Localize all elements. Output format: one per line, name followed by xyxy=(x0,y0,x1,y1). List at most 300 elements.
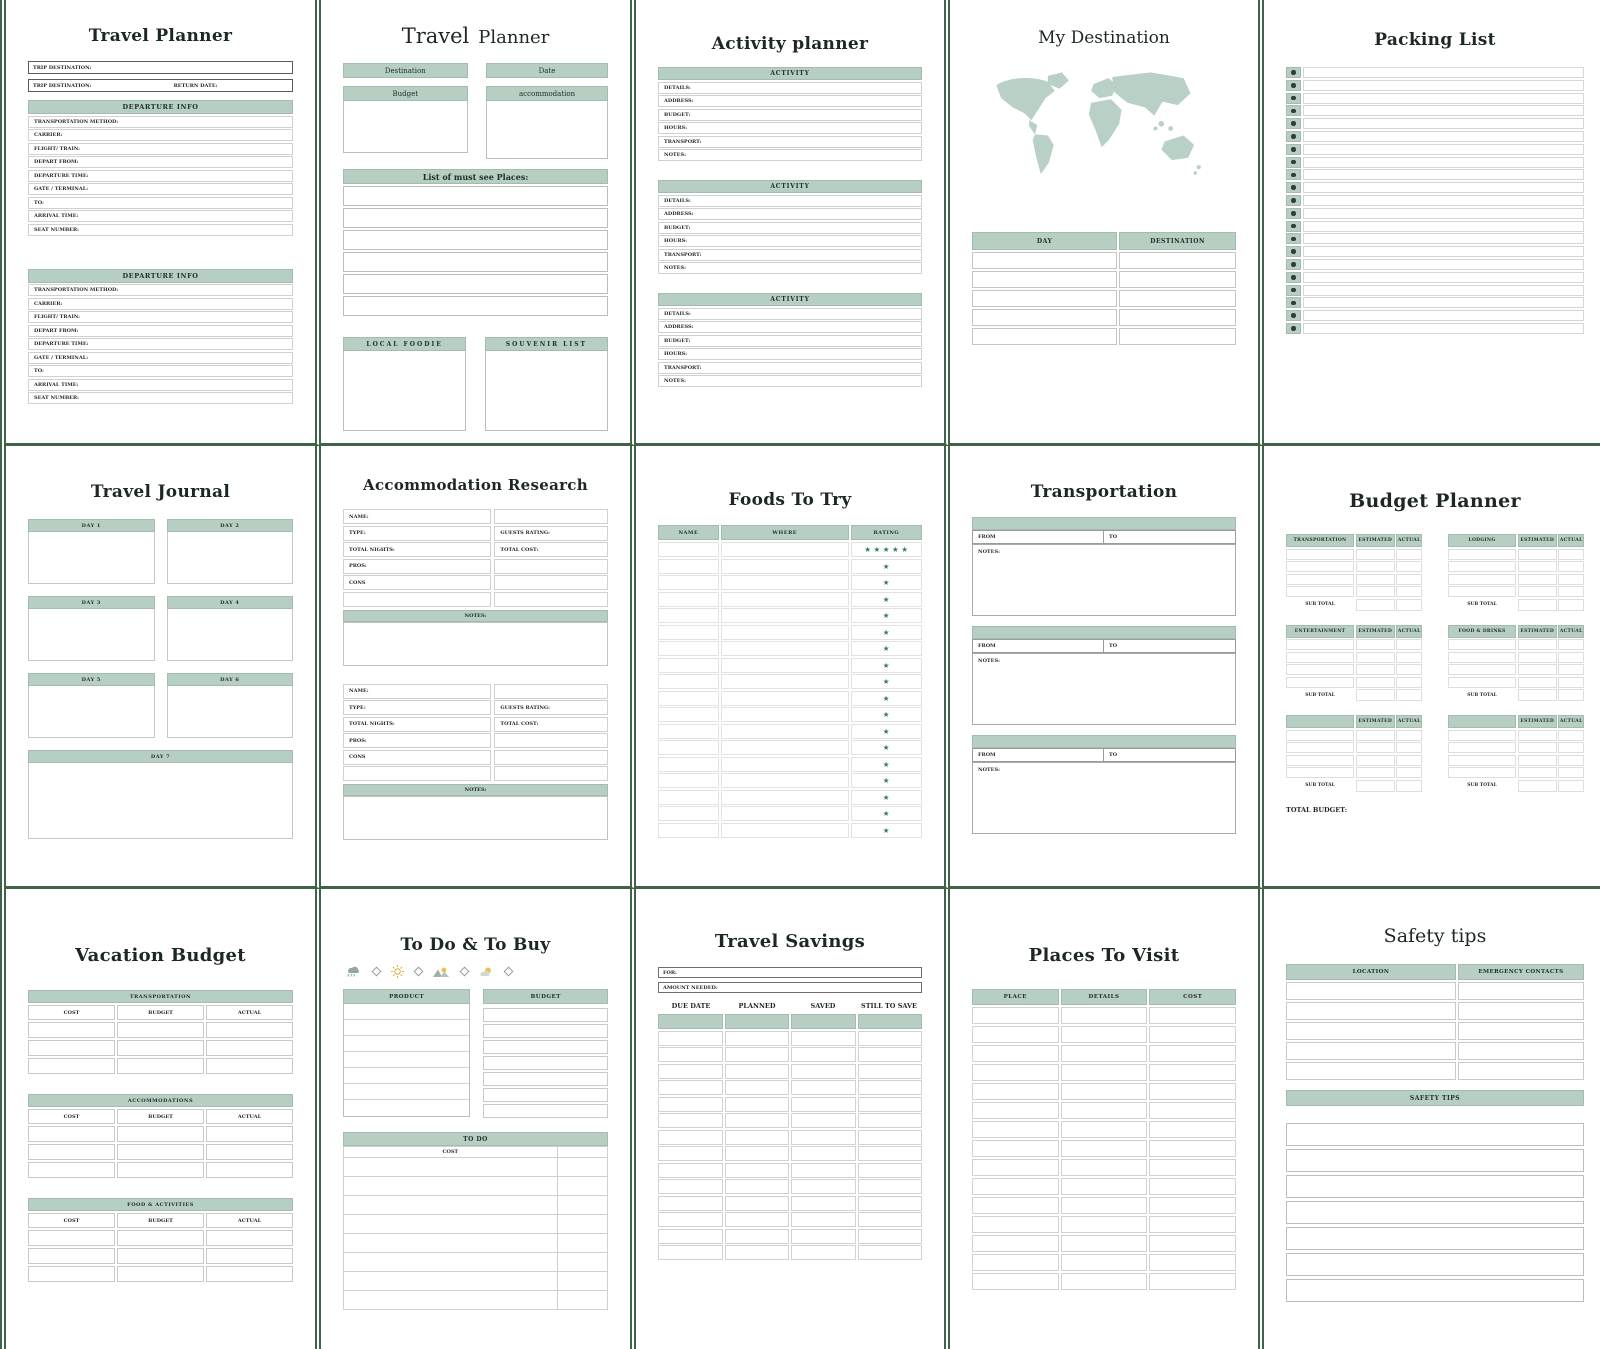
tip-line[interactable] xyxy=(1286,1253,1584,1276)
rating-cell[interactable] xyxy=(851,806,922,821)
check-cell[interactable] xyxy=(558,1158,608,1177)
saved-cell[interactable] xyxy=(791,1196,856,1211)
due-date-cell[interactable] xyxy=(658,1130,723,1145)
sub-total-actual-cell[interactable] xyxy=(1396,689,1422,701)
task-cell[interactable] xyxy=(343,1215,558,1234)
details-cell[interactable] xyxy=(1061,1007,1148,1024)
rating-cell[interactable] xyxy=(851,724,922,739)
cost-cell[interactable] xyxy=(1149,1007,1236,1024)
packing-item-line[interactable] xyxy=(1303,297,1584,308)
hours-field[interactable] xyxy=(658,348,922,360)
name-cell[interactable] xyxy=(658,724,719,739)
details-cell[interactable] xyxy=(1061,1235,1148,1252)
name-cell[interactable] xyxy=(658,823,719,838)
star-icon[interactable]: ★ xyxy=(882,545,892,554)
item-cell[interactable] xyxy=(1448,730,1516,741)
type-field[interactable] xyxy=(343,700,491,715)
destination-cell[interactable] xyxy=(1119,252,1236,269)
packing-item-line[interactable] xyxy=(1303,323,1584,334)
estimated-cell[interactable] xyxy=(1518,677,1557,688)
place-cell[interactable] xyxy=(972,1235,1059,1252)
packing-item-line[interactable] xyxy=(1303,131,1584,142)
cost-cell[interactable] xyxy=(1149,1254,1236,1271)
planned-cell[interactable] xyxy=(725,1179,790,1194)
packing-item-line[interactable] xyxy=(1303,144,1584,155)
place-cell[interactable] xyxy=(972,1254,1059,1271)
arrival-time-field[interactable] xyxy=(28,210,293,222)
checkbox-cell[interactable] xyxy=(1286,157,1301,168)
estimated-cell[interactable] xyxy=(1356,677,1395,688)
places-row[interactable] xyxy=(343,186,608,206)
notes-field[interactable] xyxy=(658,262,922,274)
address-field[interactable] xyxy=(658,208,922,220)
estimated-cell[interactable] xyxy=(1356,586,1395,597)
budget-cell[interactable] xyxy=(117,1248,204,1264)
estimated-cell[interactable] xyxy=(1518,730,1557,741)
still-to-save-cell[interactable] xyxy=(858,1146,923,1161)
item-cell[interactable] xyxy=(1286,767,1354,778)
tip-line[interactable] xyxy=(1286,1149,1584,1172)
saved-cell[interactable] xyxy=(791,1130,856,1145)
product-line[interactable] xyxy=(344,1036,469,1052)
emergency-contact-cell[interactable] xyxy=(1458,1062,1584,1080)
actual-cell[interactable] xyxy=(1396,742,1422,753)
budget-cell[interactable] xyxy=(117,1266,204,1282)
budget-line[interactable] xyxy=(483,1024,608,1038)
destination-cell[interactable] xyxy=(1119,290,1236,307)
actual-cell[interactable] xyxy=(1558,742,1584,753)
depart-from-field[interactable] xyxy=(28,325,293,337)
emergency-contact-cell[interactable] xyxy=(1458,982,1584,1000)
places-row[interactable] xyxy=(343,296,608,316)
star-rating[interactable] xyxy=(881,776,892,785)
sub-total-actual-cell[interactable] xyxy=(1558,599,1584,611)
item-cell[interactable] xyxy=(1448,561,1516,572)
from-field[interactable] xyxy=(972,639,1104,653)
rating-cell[interactable] xyxy=(851,575,922,590)
transport-field[interactable] xyxy=(658,136,922,148)
destination-cell[interactable] xyxy=(1119,271,1236,288)
planned-cell[interactable] xyxy=(725,1047,790,1062)
trip-destination-return-field[interactable] xyxy=(28,79,293,92)
actual-cell[interactable] xyxy=(1396,586,1422,597)
budget-box[interactable] xyxy=(343,101,468,153)
task-cell[interactable] xyxy=(343,1291,558,1310)
star-rating[interactable] xyxy=(881,578,892,587)
cost-cell[interactable] xyxy=(28,1040,115,1056)
location-cell[interactable] xyxy=(1286,1022,1456,1040)
still-to-save-cell[interactable] xyxy=(858,1196,923,1211)
cost-cell[interactable] xyxy=(1149,1121,1236,1138)
planned-cell[interactable] xyxy=(725,1031,790,1046)
item-cell[interactable] xyxy=(1448,742,1516,753)
destination-cell[interactable] xyxy=(1119,309,1236,326)
still-to-save-cell[interactable] xyxy=(858,1014,923,1029)
diamond-checkbox-icon[interactable] xyxy=(460,966,470,976)
still-to-save-cell[interactable] xyxy=(858,1245,923,1260)
due-date-cell[interactable] xyxy=(658,1031,723,1046)
checkbox-cell[interactable] xyxy=(1286,80,1301,91)
sub-total-estimated-cell[interactable] xyxy=(1518,599,1557,611)
budget-line[interactable] xyxy=(483,1072,608,1086)
blank-field[interactable] xyxy=(494,750,608,765)
item-cell[interactable] xyxy=(1286,652,1354,663)
checkbox-cell[interactable] xyxy=(1286,285,1301,296)
item-cell[interactable] xyxy=(1448,755,1516,766)
rating-cell[interactable] xyxy=(851,707,922,722)
checkbox-cell[interactable] xyxy=(1286,246,1301,257)
product-line[interactable] xyxy=(344,1100,469,1116)
notes-area[interactable] xyxy=(972,653,1236,725)
star-icon[interactable]: ★ xyxy=(882,776,892,785)
due-date-cell[interactable] xyxy=(658,1196,723,1211)
star-icon[interactable]: ★ xyxy=(882,710,892,719)
notes-field[interactable] xyxy=(658,375,922,387)
amount-needed-field[interactable] xyxy=(658,982,922,993)
saved-cell[interactable] xyxy=(791,1245,856,1260)
still-to-save-cell[interactable] xyxy=(858,1113,923,1128)
where-cell[interactable] xyxy=(721,823,849,838)
star-icon[interactable]: ★ xyxy=(882,578,892,587)
where-cell[interactable] xyxy=(721,658,849,673)
actual-cell[interactable] xyxy=(1558,677,1584,688)
total-cost-field[interactable] xyxy=(494,542,608,557)
name-cell[interactable] xyxy=(658,790,719,805)
place-cell[interactable] xyxy=(972,1064,1059,1081)
due-date-cell[interactable] xyxy=(658,1163,723,1178)
check-cell[interactable] xyxy=(558,1291,608,1310)
place-cell[interactable] xyxy=(972,1178,1059,1195)
item-cell[interactable] xyxy=(1448,586,1516,597)
checkbox-cell[interactable] xyxy=(1286,67,1301,78)
place-cell[interactable] xyxy=(972,1273,1059,1290)
notes-field[interactable] xyxy=(658,149,922,161)
cost-cell[interactable] xyxy=(1149,1178,1236,1195)
due-date-cell[interactable] xyxy=(658,1097,723,1112)
estimated-cell[interactable] xyxy=(1518,561,1557,572)
name-field[interactable] xyxy=(343,684,491,699)
emergency-contact-cell[interactable] xyxy=(1458,1042,1584,1060)
star-rating[interactable] xyxy=(881,644,892,653)
departure-time-field[interactable] xyxy=(28,338,293,350)
check-cell[interactable] xyxy=(558,1253,608,1272)
details-cell[interactable] xyxy=(1061,1026,1148,1043)
name-field[interactable] xyxy=(343,509,491,524)
hours-field[interactable] xyxy=(658,235,922,247)
sub-total-actual-cell[interactable] xyxy=(1558,689,1584,701)
diamond-checkbox-icon[interactable] xyxy=(504,966,514,976)
check-cell[interactable] xyxy=(558,1272,608,1291)
place-cell[interactable] xyxy=(972,1026,1059,1043)
name-cell[interactable] xyxy=(658,740,719,755)
cost-cell[interactable] xyxy=(28,1248,115,1264)
item-cell[interactable] xyxy=(1286,561,1354,572)
where-cell[interactable] xyxy=(721,641,849,656)
flight-train-field[interactable] xyxy=(28,143,293,155)
tip-line[interactable] xyxy=(1286,1279,1584,1302)
place-cell[interactable] xyxy=(972,1007,1059,1024)
estimated-cell[interactable] xyxy=(1518,639,1557,650)
sub-total-actual-cell[interactable] xyxy=(1396,599,1422,611)
cons-field[interactable] xyxy=(343,750,491,765)
total-nights-field[interactable] xyxy=(343,717,491,732)
task-cell[interactable] xyxy=(343,1234,558,1253)
actual-cell[interactable] xyxy=(206,1022,293,1038)
blank-field[interactable] xyxy=(494,684,608,699)
packing-item-line[interactable] xyxy=(1303,246,1584,257)
item-cell[interactable] xyxy=(1286,586,1354,597)
planned-cell[interactable] xyxy=(725,1196,790,1211)
packing-item-line[interactable] xyxy=(1303,182,1584,193)
actual-cell[interactable] xyxy=(1558,561,1584,572)
places-row[interactable] xyxy=(343,252,608,272)
saved-cell[interactable] xyxy=(791,1229,856,1244)
name-cell[interactable] xyxy=(658,691,719,706)
packing-item-line[interactable] xyxy=(1303,169,1584,180)
depart-from-field[interactable] xyxy=(28,156,293,168)
star-rating[interactable] xyxy=(881,677,892,686)
planned-cell[interactable] xyxy=(725,1212,790,1227)
details-cell[interactable] xyxy=(1061,1045,1148,1062)
star-icon[interactable]: ★ xyxy=(864,545,874,554)
details-cell[interactable] xyxy=(1061,1083,1148,1100)
item-cell[interactable] xyxy=(1286,574,1354,585)
cost-cell[interactable] xyxy=(28,1266,115,1282)
cost-cell[interactable] xyxy=(1149,1045,1236,1062)
sub-total-estimated-cell[interactable] xyxy=(1518,689,1557,701)
details-cell[interactable] xyxy=(1061,1254,1148,1271)
star-rating[interactable] xyxy=(881,611,892,620)
where-cell[interactable] xyxy=(721,757,849,772)
cost-cell[interactable] xyxy=(28,1162,115,1178)
budget-line[interactable] xyxy=(483,1008,608,1022)
saved-cell[interactable] xyxy=(791,1031,856,1046)
star-rating[interactable] xyxy=(862,545,910,554)
notes-area[interactable] xyxy=(972,762,1236,834)
blank-field[interactable] xyxy=(494,509,608,524)
item-cell[interactable] xyxy=(1286,677,1354,688)
checkbox-cell[interactable] xyxy=(1286,131,1301,142)
estimated-cell[interactable] xyxy=(1518,742,1557,753)
checkbox-cell[interactable] xyxy=(1286,118,1301,129)
planned-cell[interactable] xyxy=(725,1064,790,1079)
product-line[interactable] xyxy=(344,1084,469,1100)
hours-field[interactable] xyxy=(658,122,922,134)
budget-cell[interactable] xyxy=(117,1230,204,1246)
checkbox-cell[interactable] xyxy=(1286,221,1301,232)
where-cell[interactable] xyxy=(721,773,849,788)
still-to-save-cell[interactable] xyxy=(858,1097,923,1112)
budget-field[interactable] xyxy=(658,335,922,347)
still-to-save-cell[interactable] xyxy=(858,1047,923,1062)
planned-cell[interactable] xyxy=(725,1080,790,1095)
rating-cell[interactable] xyxy=(851,625,922,640)
seat-number-field[interactable] xyxy=(28,392,293,404)
departure-time-field[interactable] xyxy=(28,170,293,182)
still-to-save-cell[interactable] xyxy=(858,1179,923,1194)
actual-cell[interactable] xyxy=(1396,561,1422,572)
name-cell[interactable] xyxy=(658,658,719,673)
actual-cell[interactable] xyxy=(1396,730,1422,741)
actual-cell[interactable] xyxy=(206,1248,293,1264)
rating-cell[interactable] xyxy=(851,773,922,788)
estimated-cell[interactable] xyxy=(1518,767,1557,778)
emergency-contact-cell[interactable] xyxy=(1458,1002,1584,1020)
packing-item-line[interactable] xyxy=(1303,233,1584,244)
planned-cell[interactable] xyxy=(725,1146,790,1161)
details-field[interactable] xyxy=(658,308,922,320)
star-icon[interactable]: ★ xyxy=(882,561,892,571)
budget-line[interactable] xyxy=(483,1056,608,1070)
name-cell[interactable] xyxy=(658,608,719,623)
notes-area[interactable] xyxy=(343,796,608,840)
place-cell[interactable] xyxy=(972,1121,1059,1138)
cost-cell[interactable] xyxy=(1149,1064,1236,1081)
actual-cell[interactable] xyxy=(1558,574,1584,585)
cost-cell[interactable] xyxy=(28,1022,115,1038)
planned-cell[interactable] xyxy=(725,1014,790,1029)
estimated-cell[interactable] xyxy=(1356,755,1395,766)
carrier-field[interactable] xyxy=(28,298,293,310)
cost-cell[interactable] xyxy=(28,1126,115,1142)
tip-line[interactable] xyxy=(1286,1201,1584,1224)
saved-cell[interactable] xyxy=(791,1179,856,1194)
task-cell[interactable] xyxy=(343,1272,558,1291)
actual-cell[interactable] xyxy=(206,1162,293,1178)
place-cell[interactable] xyxy=(972,1045,1059,1062)
planned-cell[interactable] xyxy=(725,1097,790,1112)
name-cell[interactable] xyxy=(658,559,719,574)
item-cell[interactable] xyxy=(1286,730,1354,741)
saved-cell[interactable] xyxy=(791,1080,856,1095)
tip-line[interactable] xyxy=(1286,1123,1584,1146)
name-cell[interactable] xyxy=(658,575,719,590)
checkbox-cell[interactable] xyxy=(1286,310,1301,321)
still-to-save-cell[interactable] xyxy=(858,1064,923,1079)
product-line[interactable] xyxy=(344,1052,469,1068)
details-cell[interactable] xyxy=(1061,1178,1148,1195)
arrival-time-field[interactable] xyxy=(28,379,293,391)
budget-line[interactable] xyxy=(483,1040,608,1054)
budget-field[interactable] xyxy=(658,109,922,121)
day-4-area[interactable] xyxy=(167,609,294,661)
sub-total-actual-cell[interactable] xyxy=(1396,780,1422,792)
estimated-cell[interactable] xyxy=(1518,549,1557,560)
sub-total-estimated-cell[interactable] xyxy=(1356,689,1395,701)
gate-terminal-field[interactable] xyxy=(28,352,293,364)
tip-line[interactable] xyxy=(1286,1175,1584,1198)
blank-field[interactable] xyxy=(494,766,608,781)
due-date-cell[interactable] xyxy=(658,1113,723,1128)
details-cell[interactable] xyxy=(1061,1273,1148,1290)
packing-item-line[interactable] xyxy=(1303,310,1584,321)
actual-cell[interactable] xyxy=(1558,586,1584,597)
checkbox-cell[interactable] xyxy=(1286,233,1301,244)
actual-cell[interactable] xyxy=(1558,652,1584,663)
item-cell[interactable] xyxy=(1448,652,1516,663)
check-cell[interactable] xyxy=(558,1177,608,1196)
details-cell[interactable] xyxy=(1061,1121,1148,1138)
guests-rating-field[interactable] xyxy=(494,526,608,541)
checkbox-cell[interactable] xyxy=(1286,272,1301,283)
to-field[interactable] xyxy=(28,197,293,209)
cost-cell[interactable] xyxy=(28,1144,115,1160)
rating-cell[interactable] xyxy=(851,790,922,805)
rating-cell[interactable] xyxy=(851,641,922,656)
star-icon[interactable]: ★ xyxy=(882,759,892,769)
actual-cell[interactable] xyxy=(1396,677,1422,688)
total-cost-field[interactable] xyxy=(494,717,608,732)
where-cell[interactable] xyxy=(721,724,849,739)
tip-line[interactable] xyxy=(1286,1227,1584,1250)
actual-cell[interactable] xyxy=(206,1126,293,1142)
still-to-save-cell[interactable] xyxy=(858,1212,923,1227)
location-cell[interactable] xyxy=(1286,1002,1456,1020)
notes-area[interactable] xyxy=(972,544,1236,616)
actual-cell[interactable] xyxy=(1396,664,1422,675)
packing-item-line[interactable] xyxy=(1303,285,1584,296)
name-cell[interactable] xyxy=(658,542,719,557)
star-rating[interactable] xyxy=(881,727,892,736)
details-cell[interactable] xyxy=(1061,1159,1148,1176)
rating-cell[interactable] xyxy=(851,823,922,838)
star-rating[interactable] xyxy=(881,595,892,604)
item-cell[interactable] xyxy=(1448,639,1516,650)
place-cell[interactable] xyxy=(972,1197,1059,1214)
still-to-save-cell[interactable] xyxy=(858,1130,923,1145)
still-to-save-cell[interactable] xyxy=(858,1031,923,1046)
blank-field[interactable] xyxy=(343,766,491,781)
packing-item-line[interactable] xyxy=(1303,67,1584,78)
name-cell[interactable] xyxy=(658,806,719,821)
estimated-cell[interactable] xyxy=(1356,664,1395,675)
blank-field[interactable] xyxy=(494,575,608,590)
planned-cell[interactable] xyxy=(725,1113,790,1128)
guests-rating-field[interactable] xyxy=(494,700,608,715)
budget-cell[interactable] xyxy=(117,1162,204,1178)
rating-cell[interactable] xyxy=(851,740,922,755)
souvenir-list-area[interactable] xyxy=(485,351,608,431)
due-date-cell[interactable] xyxy=(658,1064,723,1079)
sub-total-estimated-cell[interactable] xyxy=(1356,780,1395,792)
location-cell[interactable] xyxy=(1286,1062,1456,1080)
to-field[interactable] xyxy=(1104,530,1236,544)
planned-cell[interactable] xyxy=(725,1130,790,1145)
carrier-field[interactable] xyxy=(28,129,293,141)
estimated-cell[interactable] xyxy=(1518,755,1557,766)
where-cell[interactable] xyxy=(721,625,849,640)
rating-cell[interactable] xyxy=(851,757,922,772)
star-rating[interactable] xyxy=(881,710,892,719)
transportation-method-field[interactable] xyxy=(28,284,293,296)
saved-cell[interactable] xyxy=(791,1163,856,1178)
due-date-cell[interactable] xyxy=(658,1229,723,1244)
place-cell[interactable] xyxy=(972,1140,1059,1157)
star-rating[interactable] xyxy=(881,562,892,571)
star-rating[interactable] xyxy=(881,809,892,818)
where-cell[interactable] xyxy=(721,790,849,805)
star-icon[interactable]: ★ xyxy=(882,660,892,670)
star-icon[interactable]: ★ xyxy=(882,627,892,637)
where-cell[interactable] xyxy=(721,691,849,706)
estimated-cell[interactable] xyxy=(1356,742,1395,753)
actual-cell[interactable] xyxy=(206,1230,293,1246)
name-cell[interactable] xyxy=(658,757,719,772)
due-date-cell[interactable] xyxy=(658,1146,723,1161)
check-cell[interactable] xyxy=(558,1234,608,1253)
planned-cell[interactable] xyxy=(725,1245,790,1260)
actual-cell[interactable] xyxy=(1396,767,1422,778)
